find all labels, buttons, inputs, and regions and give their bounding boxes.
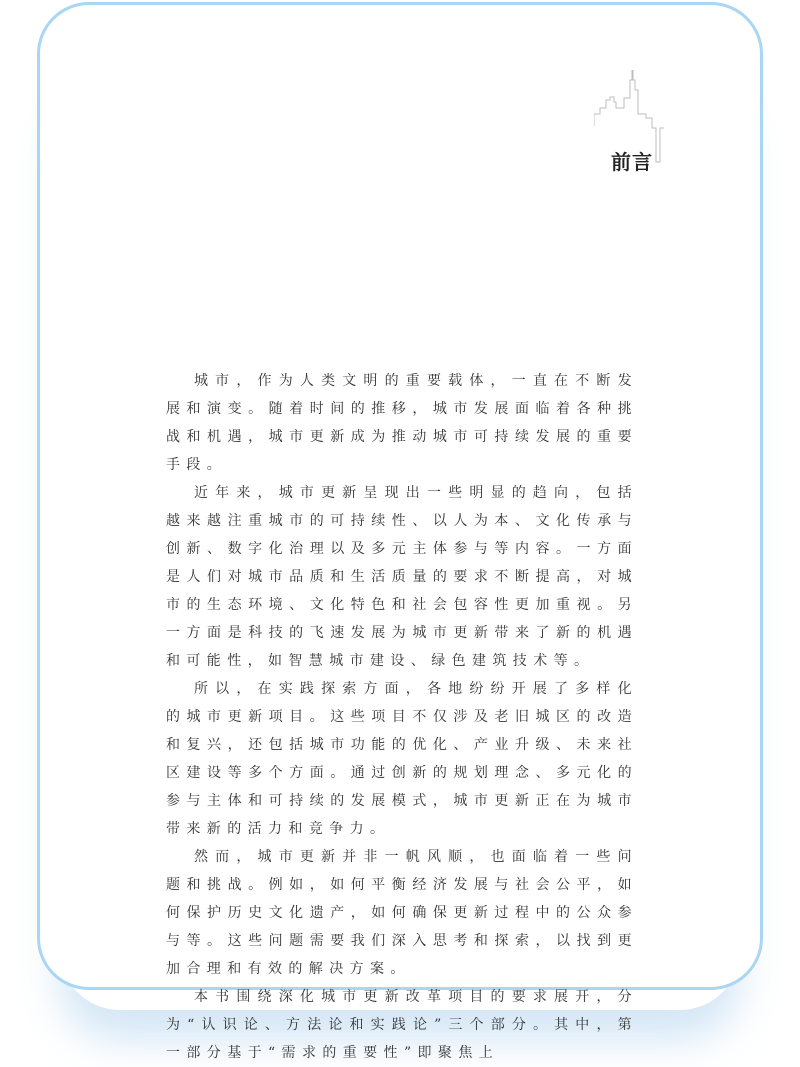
paragraph: 所以，在实践探索方面，各地纷纷开展了多样化的城市更新项目。这些项目不仅涉及老旧城区的改造和复兴，还包括城市功能的优化、产业升级、未来社区建设等多个方面。通过创新的规划理念、多元化的参与主体和可持续的发展模式，城市更新正在为城市带来新的活力和竞争力。 — [166, 681, 638, 837]
paragraph: 本书围绕深化城市更新改革项目的要求展开，分为“认识论、方法论和实践论”三个部分。其中，第一部分基于“需求的重要性”即聚焦上 — [166, 989, 638, 1061]
paragraph: 近年来，城市更新呈现出一些明显的趋向，包括越来越注重城市的可持续性、以人为本、文化传承与创新、数字化治理以及多元主体参与等内容。一方面是人们对城市品质和生活质量的要求不断提高，对城市的生态环境、文化特色和社会包容性更加重视。另一方面是科技的飞速发展为城市更新带来了新的机遇和可能性，如智慧城市建设、绿色建筑技术等。 — [166, 485, 638, 669]
page-title: 前言 — [611, 150, 653, 174]
paragraph: 然而，城市更新并非一帆风顺，也面临着一些问题和挑战。例如，如何平衡经济发展与社会公平，如何保护历史文化遗产，如何确保更新过程中的公众参与等。这些问题需要我们深入思考和探索，以找到更加合理和有效的解决方案。 — [166, 849, 638, 977]
preface-body — [166, 367, 638, 1067]
paragraph: 城市，作为人类文明的重要载体，一直在不断发展和演变。随着时间的推移，城市发展面临着各种挑战和机遇，城市更新成为推动城市可持续发展的重要手段。 — [166, 373, 638, 473]
